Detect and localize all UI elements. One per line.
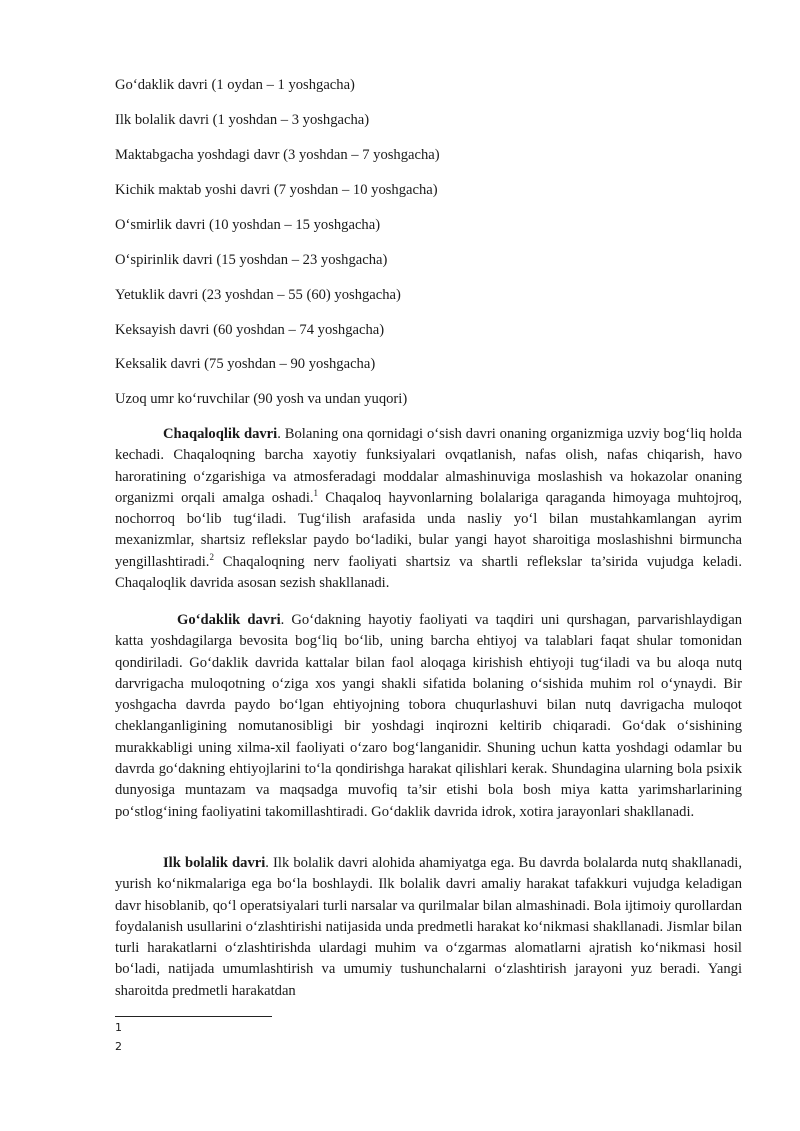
footnote-number: 1	[115, 1021, 122, 1034]
period-list-item: Ilk bolalik davri (1 yoshdan – 3 yoshgacha)	[115, 112, 370, 128]
paragraph-text: . Bolaning ona qornidagi o‘sish davri onaning organizmiga uzviy bog‘liq holda kechadi. Chaqaloqning barcha xayotiy funksiyalari ovqatlanish, nafas olish, nafas chiqarish, havo haroratining o‘zgarishiga va atmosferadagi moddalar almashinuviga moslashish va hokazolar onaning organizmi orqali amalga oshadi.	[115, 426, 742, 506]
paragraph-heading: Chaqaloqlik davri	[163, 426, 278, 442]
period-list-item: Go‘daklik davri (1 oydan – 1 yoshgacha)	[115, 77, 355, 93]
paragraph-text: Chaqaloq hayvonlarning bolalariga qaraganda himoyaga muhtojroq, nochorroq bo‘lib tug‘iladi. Tug‘ilish arafasida unda nasliy yo‘l bilan mustahkamlangan ayrim mexanizmlar, shartsiz reflekslar paydo bo‘ladiki, bular yangi hayot sharoitiga moslashishni birmuncha yengillashtiradi.	[115, 489, 742, 570]
period-list-item: Kichik maktab yoshi davri (7 yoshdan – 10 yoshgacha)	[115, 182, 438, 198]
footnote-reference[interactable]: 1	[313, 488, 319, 499]
period-list-item: Yetuklik davri (23 yoshdan – 55 (60) yoshgacha)	[115, 287, 401, 303]
period-list-item: Uzoq umr ko‘ruvchilar (90 yosh va undan yuqori)	[115, 391, 408, 407]
period-list-item: O‘spirinlik davri (15 yoshdan – 23 yoshgacha)	[115, 252, 388, 268]
paragraph-early-childhood	[115, 853, 742, 1002]
paragraph-heading: Ilk bolalik davri	[163, 855, 266, 871]
period-list-item: Keksayish davri (60 yoshdan – 74 yoshgacha)	[115, 322, 385, 338]
footnote-separator	[115, 1016, 272, 1017]
paragraph-infancy	[115, 424, 742, 594]
paragraph-babyhood	[115, 610, 742, 823]
paragraph-heading: Go‘daklik davri	[177, 612, 281, 628]
footnote-number: 2	[115, 1040, 122, 1053]
paragraph-text: . Go‘dakning hayotiy faoliyati va taqdiri uni qurshagan, parvarishlaydigan katta yoshdagilarga bevosita bog‘liq bo‘lib, uning barcha ehtiyoj va talablari faqat shular tomonidan qondiriladi. Go‘daklik davrida kattalar bilan faol aloqaga kirishish ehtiyoji tug‘iladi va bu aloqa nutq darvrigacha muloqotning o‘ziga xos yangi shakli sifatida bolaning o‘sishida muhim rol o‘ynaydi. Bir yoshgacha davrda paydo bo‘lgan ehtiyojning tobora chuqurlashuvi bilan nutq davrigacha muloqot cheklanganligining nomutanosibligi bir yoshdagi inqirozni keltirib chiqaradi. Go‘dak o‘sishining murakkabligi uning xilma-xil faoliyati o‘zaro bog‘langanidir. Shuning uchun katta yoshdagi odamlar bu davrda go‘dakning ehtiyojlarini to‘la qondirishga harakat qilishlari kerak. Shundagina ularning bola psixik dunyosiga muntazam va maqsadga muvofiq ta’sir etishi bola bosh miya katta yarimsharlarining po‘stlog‘ining faoliyatini takomillashtiradi. Go‘daklik davrida idrok, xotira jarayonlari shakllanadi.	[115, 612, 742, 820]
paragraph-text: . Ilk bolalik davri alohida ahamiyatga ega. Bu davrda bolalarda nutq shakllanadi, yurish ko‘nikmalariga ega bo‘la boshlaydi. Ilk bolalik davri amaliy harakat tafakkuri vujudga keladigan davr hisoblanib, qo‘l operatsiyalari turli narsalar va qurilmalar bilan almashinadi. Bola ijtimoiy qurollardan foydalanish usullarini o‘zlashtirishi natijasida unda predmetli harakat ko‘nikmasi shakllanadi. Jismlar bilan turli harakatlarni o‘zlashtirishda ulardagi muhim va o‘zgarmas alomatlarni ajratish ko‘nikmasi hosil bo‘ladi, natijada umumlashtirish va umumiy tushunchalarni o‘zlashtirish jarayoni yuz beradi. Yangi sharoitda predmetli harakatdan	[115, 855, 742, 999]
paragraph-text: Chaqaloqning nerv faoliyati shartsiz va shartli reflekslar ta’sirida vujudga keladi. Chaqaloqlik davrida asosan sezish shakllanadi.	[115, 553, 742, 592]
period-list-item: Keksalik davri (75 yoshdan – 90 yoshgacha)	[115, 356, 376, 372]
period-list-item: O‘smirlik davri (10 yoshdan – 15 yoshgacha)	[115, 217, 381, 233]
period-list-item: Maktabgacha yoshdagi davr (3 yoshdan – 7 yoshgacha)	[115, 147, 440, 163]
footnote-reference[interactable]: 2	[209, 551, 214, 562]
